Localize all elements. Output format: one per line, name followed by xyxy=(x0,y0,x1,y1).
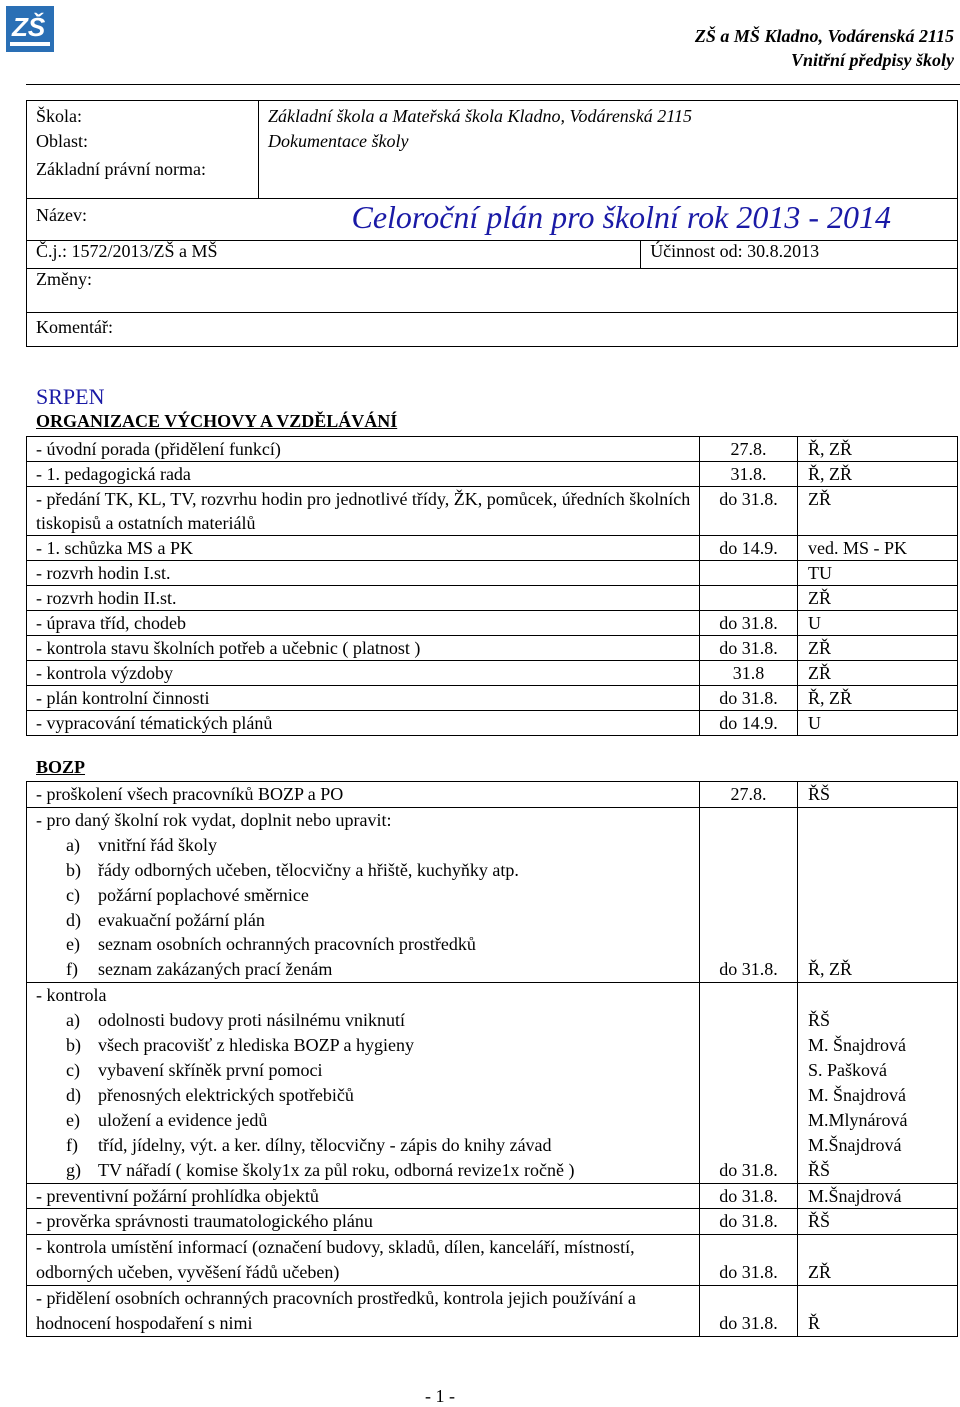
page-number: - 1 - xyxy=(425,1386,455,1406)
task-cell: - 1. pedagogická rada xyxy=(27,462,700,487)
meta-cj: Č.j.: 1572/2013/ZŠ a MŠ xyxy=(27,241,641,269)
list-item xyxy=(36,908,699,933)
list-item-letter: f) xyxy=(66,1134,78,1155)
responsible-cell: ZŘ xyxy=(798,586,958,611)
meta-ucinnost: Účinnost od: 30.8.2013 xyxy=(641,241,958,269)
task-cell: - rozvrh hodin II.st. xyxy=(27,586,700,611)
table-row xyxy=(27,983,958,1183)
date-cell: 31.8 xyxy=(700,661,798,686)
table-row xyxy=(27,1286,958,1337)
task-cell: - kontrola výzdoby xyxy=(27,661,700,686)
task-cell: - úvodní porada (přidělení funkcí) xyxy=(27,437,700,462)
date-cell: do 31.8. xyxy=(700,1209,798,1235)
task-cell: - kontrola stavu školních potřeb a učebnic ( platnost ) xyxy=(27,636,700,661)
table-row xyxy=(27,462,958,487)
header-subtitle: Vnitřní předpisy školy xyxy=(790,50,954,70)
date-cell: do 14.9. xyxy=(700,536,798,561)
list-item-letter: e) xyxy=(66,1109,80,1130)
document-header xyxy=(695,24,954,72)
list-item-responsible: M. Šnajdrová xyxy=(808,1035,906,1056)
date-cell: do 31.8. xyxy=(700,686,798,711)
responsible-cell: M.Šnajdrová xyxy=(798,1183,958,1209)
list-item-text: vybavení skříněk první pomoci xyxy=(98,1059,323,1080)
responsible-cell: Ř, ZŘ xyxy=(798,437,958,462)
date-cell xyxy=(700,586,798,611)
date-cell: 31.8. xyxy=(700,462,798,487)
table-row xyxy=(27,782,958,808)
responsible-cell: ZŘ xyxy=(798,636,958,661)
meta-norma-label: Základní právní norma: xyxy=(27,159,259,199)
meta-oblast-value: Dokumentace školy xyxy=(259,131,958,159)
table-row xyxy=(27,686,958,711)
task-cell: - přidělení osobních ochranných pracovních prostředků, kontrola jejich používání a hodnocení hospodaření s nimi xyxy=(27,1286,700,1337)
list-item-responsible: ŘŠ xyxy=(808,1010,831,1031)
list-item-text: seznam zakázaných prací ženám xyxy=(98,959,333,980)
section-heading-bozp: BOZP xyxy=(36,757,86,777)
table-row xyxy=(27,636,958,661)
list-item-letter: d) xyxy=(66,1084,81,1105)
list-item-letter: b) xyxy=(66,859,81,880)
list-item-letter: a) xyxy=(66,1010,80,1031)
list-item-text: evakuační požární plán xyxy=(98,909,265,930)
table-row xyxy=(27,711,958,736)
meta-oblast-label: Oblast: xyxy=(27,131,259,159)
task-cell xyxy=(27,983,700,1183)
responsible-cell: U xyxy=(798,711,958,736)
responsible-cell: ZŘ xyxy=(798,487,958,536)
task-cell: - předání TK, KL, TV, rozvrhu hodin pro jednotlivé třídy, ŽK, pomůcek, úředních školních tiskopisů a ostatních materiálů xyxy=(27,487,700,536)
responsible-cell: Ř xyxy=(798,1286,958,1337)
meta-skola-label: Škola: xyxy=(27,101,259,131)
list-item-responsible: M. Šnajdrová xyxy=(808,1084,906,1105)
responsible-cell: Ř, ZŘ xyxy=(798,807,958,982)
responsible-cell: ŘŠ xyxy=(798,782,958,808)
date-cell: do 31.8. xyxy=(700,487,798,536)
meta-komentar: Komentář: xyxy=(27,313,958,347)
list-item-letter: e) xyxy=(66,934,80,955)
table-row xyxy=(27,807,958,982)
task-cell: - úprava tříd, chodeb xyxy=(27,611,700,636)
responsible-cell: ŘŠ xyxy=(798,1209,958,1235)
table-row xyxy=(27,1183,958,1209)
list-item-text: vnitřní řád školy xyxy=(98,834,217,855)
date-cell: do 31.8. xyxy=(700,611,798,636)
table-row xyxy=(27,437,958,462)
list-item-text: řády odborných učeben, tělocvičny a hřiště, kuchyňky atp. xyxy=(98,859,519,880)
list-item xyxy=(36,1108,699,1133)
responsible-cell: Ř, ZŘ xyxy=(798,462,958,487)
list-item-text: uložení a evidence jedů xyxy=(98,1109,268,1130)
list-item xyxy=(36,833,699,858)
list-item-text: tříd, jídelny, výt. a ker. dílny, tělocvičny - zápis do knihy závad xyxy=(98,1134,552,1155)
table-row xyxy=(27,1209,958,1235)
list-item-letter: c) xyxy=(66,884,80,905)
date-cell: 27.8. xyxy=(700,437,798,462)
meta-skola-value: Základní škola a Mateřská škola Kladno, Vodárenská 2115 xyxy=(259,101,958,131)
date-cell: do 31.8. xyxy=(700,1286,798,1337)
list-item xyxy=(36,932,699,957)
list-item xyxy=(36,1083,699,1108)
date-cell: 27.8. xyxy=(700,782,798,808)
responsible-cell: ZŘ xyxy=(798,661,958,686)
bozp-table xyxy=(26,781,958,1337)
list-item-letter: c) xyxy=(66,1059,80,1080)
list-item-responsible: M.Mlynárová xyxy=(808,1109,908,1130)
date-cell: do 31.8. xyxy=(700,636,798,661)
responsible-cell: U xyxy=(798,611,958,636)
responsible-cell: TU xyxy=(798,561,958,586)
task-cell: - vypracování tématických plánů xyxy=(27,711,700,736)
date-cell: do 31.8. xyxy=(700,1235,798,1286)
date-cell: do 31.8. xyxy=(700,1183,798,1209)
responsible-cell xyxy=(798,983,958,1183)
table-row xyxy=(27,611,958,636)
list-item xyxy=(36,1008,699,1033)
meta-zmeny: Změny: xyxy=(27,269,958,313)
date-cell xyxy=(700,561,798,586)
list-item-text: odolnosti budovy proti násilnému vniknutí xyxy=(98,1010,405,1031)
date-cell: do 14.9. xyxy=(700,711,798,736)
section-heading-organizace: ORGANIZACE VÝCHOVY A VZDĚLÁVÁNÍ xyxy=(36,411,398,431)
meta-nazev-label: Název: xyxy=(27,199,259,241)
list-item-letter: f) xyxy=(66,959,78,980)
document-meta-table xyxy=(26,100,958,347)
header-school: ZŠ a MŠ Kladno, Vodárenská 2115 xyxy=(694,26,954,46)
list-item-text: všech pracovišť z hlediska BOZP a hygieny xyxy=(98,1035,414,1056)
task-intro: - kontrola xyxy=(36,985,107,1006)
list-item-text: TV nářadí ( komise školy1x za půl roku, odborná revize1x ročně ) xyxy=(98,1159,575,1180)
responsible-cell: Ř, ZŘ xyxy=(798,686,958,711)
list-item xyxy=(36,1058,699,1083)
list-item xyxy=(36,1033,699,1058)
list-item xyxy=(36,883,699,908)
date-cell: do 31.8. xyxy=(700,983,798,1183)
table-row xyxy=(27,536,958,561)
table-row xyxy=(27,561,958,586)
plan-table xyxy=(26,436,958,736)
list-item xyxy=(36,858,699,883)
header-divider xyxy=(26,84,960,85)
list-item xyxy=(36,1158,699,1183)
list-item-text: požární poplachové směrnice xyxy=(98,884,309,905)
month-heading: SRPEN xyxy=(36,384,105,409)
list-item xyxy=(36,957,699,982)
list-item-text: přenosných elektrických spotřebičů xyxy=(98,1084,354,1105)
table-row xyxy=(27,1235,958,1286)
svg-text:ZŠ: ZŠ xyxy=(12,12,46,42)
task-cell: - rozvrh hodin I.st. xyxy=(27,561,700,586)
task-cell xyxy=(27,807,700,982)
task-cell: - preventivní požární prohlídka objektů xyxy=(27,1183,700,1209)
responsible-cell: ved. MS - PK xyxy=(798,536,958,561)
list-item-responsible: ŘŠ xyxy=(808,1159,831,1180)
responsible-cell: ZŘ xyxy=(798,1235,958,1286)
table-row xyxy=(27,487,958,536)
task-cell: - plán kontrolní činnosti xyxy=(27,686,700,711)
table-row xyxy=(27,661,958,686)
task-cell: - prověrka správnosti traumatologického plánu xyxy=(27,1209,700,1235)
school-logo xyxy=(6,6,54,52)
list-item-text: seznam osobních ochranných pracovních prostředků xyxy=(98,934,476,955)
list-item-letter: d) xyxy=(66,909,81,930)
date-cell: do 31.8. xyxy=(700,807,798,982)
list-item-responsible: S. Pašková xyxy=(808,1059,888,1080)
document-title: Celoroční plán pro školní rok 2013 - 2014 xyxy=(259,199,958,241)
table-row xyxy=(27,586,958,611)
list-item-letter: b) xyxy=(66,1035,81,1056)
task-cell: - 1. schůzka MS a PK xyxy=(27,536,700,561)
list-item-letter: g) xyxy=(66,1159,81,1180)
list-item xyxy=(36,1133,699,1158)
task-cell: - kontrola umístění informací (označení budovy, skladů, dílen, kanceláří, místností, odborných učeben, vyvěšení řádů učeben) xyxy=(27,1235,700,1286)
task-intro: - pro daný školní rok vydat, doplnit nebo upravit: xyxy=(36,809,392,830)
list-item-responsible: M.Šnajdrová xyxy=(808,1134,902,1155)
task-cell: - proškolení všech pracovníků BOZP a PO xyxy=(27,782,700,808)
list-item-letter: a) xyxy=(66,834,80,855)
meta-norma-value xyxy=(259,159,958,199)
